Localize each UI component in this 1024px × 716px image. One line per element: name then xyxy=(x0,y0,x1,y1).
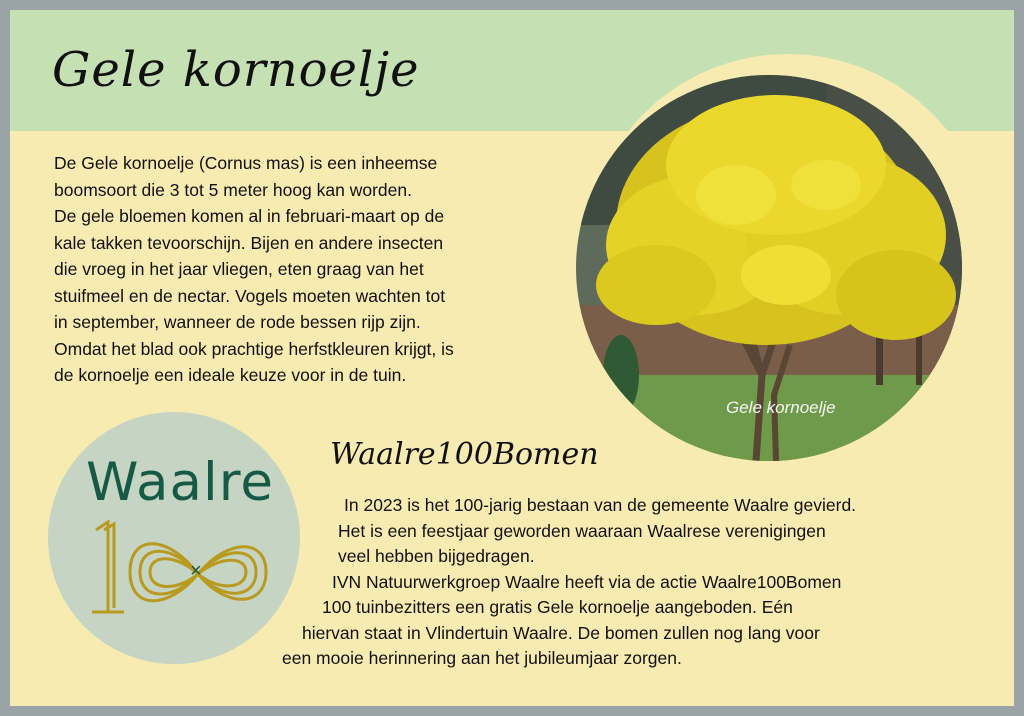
intro-line: stuifmeel en de nectar. Vogels moeten wachten tot xyxy=(54,285,446,306)
story-line: Het is een feestjaar geworden waaraan Waalrese verenigingen xyxy=(338,520,826,541)
story-line: IVN Natuurwerkgroep Waalre heeft via de actie Waalre100Bomen xyxy=(332,571,842,592)
page-title: Gele kornoelje xyxy=(52,42,420,98)
story-line: In 2023 is het 100-jarig bestaan van de gemeente Waalre gevierd. xyxy=(344,495,857,515)
intro-line: kale takken tevoorschijn. Bijen en andere insecten xyxy=(54,232,444,253)
intro-line: De gele bloemen komen al in februari-maart op de xyxy=(54,206,445,226)
tree-photo xyxy=(576,75,962,461)
photo-caption: Gele kornoelje xyxy=(726,398,836,417)
intro-line: Omdat het blad ook prachtige herfstkleuren krijgt, is xyxy=(54,338,454,359)
intro-line: in september, wanneer de rode bessen rijp zijn. xyxy=(54,312,421,332)
intro-line: De Gele kornoelje (Cornus mas) is een inheemse xyxy=(54,153,438,173)
story-line: 100 tuinbezitters een gratis Gele kornoelje aangeboden. Eén xyxy=(322,597,793,617)
info-board xyxy=(10,10,1014,706)
intro-line: boomsoort die 3 tot 5 meter hoog kan worden. xyxy=(54,179,412,200)
story-line: een mooie herinnering aan het jubileumjaar zorgen. xyxy=(282,648,682,668)
intro-line: de kornoelje een ideale keuze voor in de tuin. xyxy=(54,365,407,385)
story-line: veel hebben bijgedragen. xyxy=(338,546,535,566)
intro-line: die vroeg in het jaar vliegen, eten graag van het xyxy=(54,259,424,279)
intro-paragraph xyxy=(54,150,574,389)
logo-cross: × xyxy=(190,560,202,582)
story-line: hiervan staat in Vlindertuin Waalre. De bomen zullen nog lang voor xyxy=(302,622,820,643)
story-paragraph xyxy=(10,493,856,672)
section-title: Waalre100Bomen xyxy=(330,437,599,472)
logo-wordmark: Waalre xyxy=(86,452,274,513)
